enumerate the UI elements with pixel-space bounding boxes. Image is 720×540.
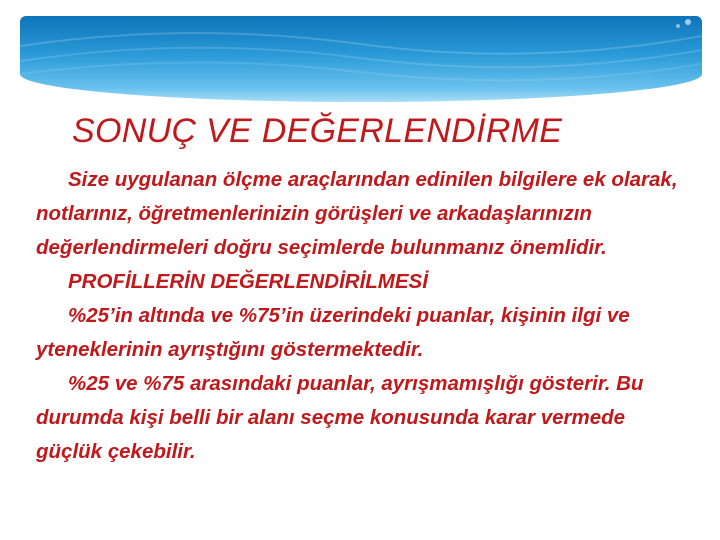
outer-scores-paragraph: %25’in altında ve %75’in üzerindeki puanlar, kişinin ilgi ve yteneklerinin ayrıştığını göstermektedir. [36,304,630,361]
intro-paragraph: Size uygulanan ölçme araçlarından edinilen bilgilere ek olarak, notlarınız, öğretmenlerinizin görüşleri ve arkadaşlarınızın değerlendirmeleri doğru seçimlerde bulunmanız önemlidir. [36,168,678,259]
wave-pattern [20,16,702,102]
section-heading: PROFİLLERİN DEĞERLENDİRİLMESİ [68,270,428,293]
slide-title: SONUÇ VE DEĞERLENDİRME [72,112,563,150]
header-wave-banner [20,16,702,102]
middle-scores-paragraph: %25 ve %75 arasındaki puanlar, ayrışmamışlığı gösterir. Bu durumda kişi belli bir alanı seçme konusunda karar vermede güçlük çekebilir. [36,372,644,463]
slide-body [36,163,686,469]
